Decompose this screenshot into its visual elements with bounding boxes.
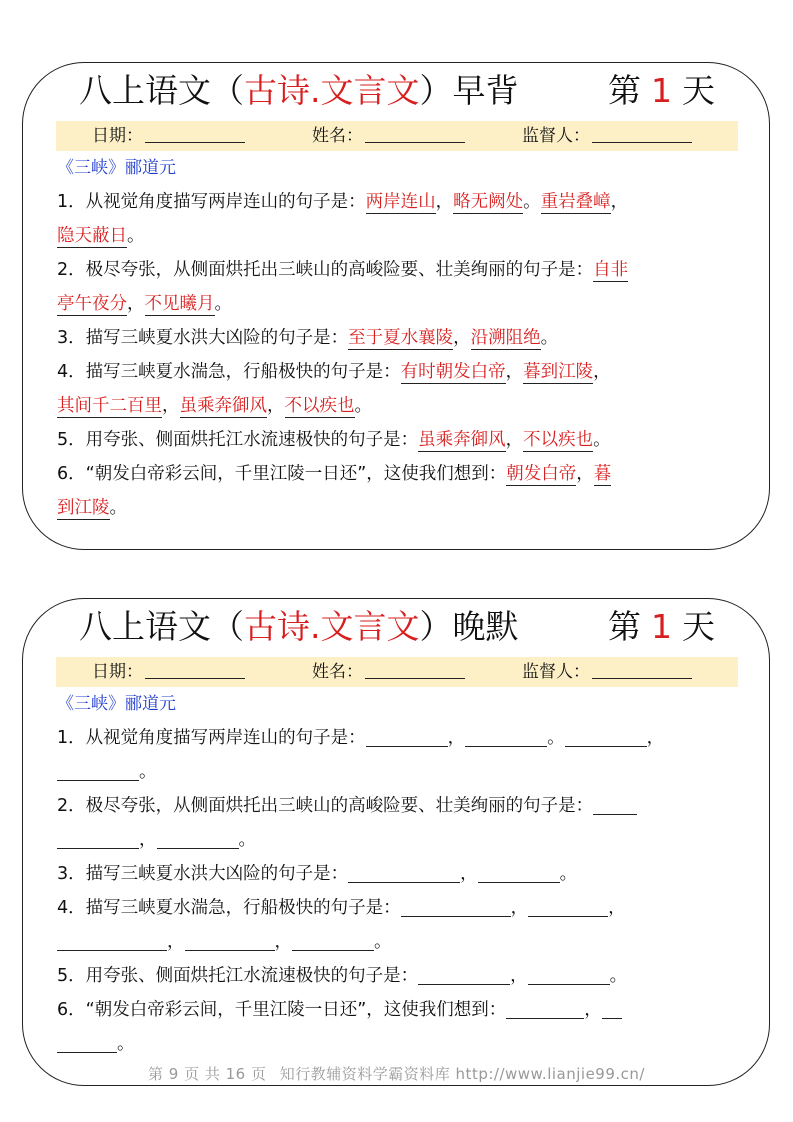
- answer: 有时朝发白帝: [400, 362, 506, 382]
- question-4-cont: [57, 925, 741, 959]
- question-1-cont: [57, 755, 741, 789]
- answer: 两岸连山: [365, 192, 436, 212]
- question-text: 5．用夸张、侧面烘托江水流速极快的句子是：: [57, 430, 419, 450]
- question-1: [57, 721, 741, 755]
- punct: ，: [139, 830, 157, 850]
- date-field[interactable]: [92, 657, 245, 687]
- punct: ，: [510, 966, 528, 986]
- answer-blank[interactable]: [418, 964, 510, 985]
- answer: 其间千二百里: [57, 396, 162, 416]
- punct: ，: [610, 192, 629, 212]
- page-footer: [0, 1063, 793, 1084]
- answer: 不以疾也: [523, 430, 594, 450]
- title-prefix: 八上语文（: [79, 71, 244, 110]
- punct: 。: [214, 294, 232, 314]
- answer-blank[interactable]: [528, 896, 608, 917]
- title-highlight: 古诗.文言文: [244, 71, 420, 110]
- question-2-cont: [57, 823, 741, 857]
- day-prefix: 第: [608, 71, 641, 110]
- question-6: [57, 993, 741, 1027]
- section-title: 《三峡》郦道元: [57, 158, 176, 178]
- question-text: 4．描写三峡夏水湍急，行船极快的句子是：: [57, 362, 401, 382]
- punct: 。: [609, 966, 628, 986]
- morning-recite-card: [22, 62, 770, 550]
- punct: ，: [505, 362, 524, 382]
- question-text: 2．极尽夸张，从侧面烘托出三峡山的高峻险要、壮美绚丽的句子是：: [57, 796, 594, 816]
- supervisor-label: 监督人：: [522, 662, 590, 682]
- day-prefix: 第: [608, 607, 641, 646]
- answer: 自非: [593, 260, 629, 280]
- punct: ，: [505, 430, 524, 450]
- day-number: 1: [651, 71, 672, 110]
- punct: ，: [608, 898, 626, 918]
- answer-blank[interactable]: [185, 930, 275, 951]
- answer: 虽乘奔御风: [179, 396, 267, 416]
- info-bar: [56, 121, 738, 151]
- answer: 重岩叠嶂: [540, 192, 611, 212]
- answer-blank[interactable]: [465, 726, 547, 747]
- punct: 。: [354, 396, 372, 416]
- name-field[interactable]: [312, 657, 465, 687]
- punct: 。: [540, 328, 559, 348]
- answer-blank[interactable]: [478, 862, 560, 883]
- question-text: 3．描写三峡夏水洪大凶险的句子是：: [57, 864, 349, 884]
- answer: 隐天蔽日: [57, 226, 127, 246]
- day-number: 1: [651, 607, 672, 646]
- question-text: 5．用夸张、侧面烘托江水流速极快的句子是：: [57, 966, 419, 986]
- day-suffix: 天: [682, 607, 715, 646]
- punct: ，: [274, 932, 292, 952]
- answer: 不以疾也: [284, 396, 355, 416]
- punct: ，: [460, 864, 478, 884]
- answer-blank[interactable]: [401, 896, 511, 917]
- answer-blank[interactable]: [57, 930, 167, 951]
- punct: 。: [109, 498, 127, 518]
- question-text: 3．描写三峡夏水洪大凶险的句子是：: [57, 328, 349, 348]
- punct: 。: [139, 762, 157, 782]
- question-6-cont: [57, 1027, 741, 1061]
- question-2-cont: [57, 287, 741, 321]
- title-suffix: ）晚默: [419, 607, 519, 646]
- punct: ，: [167, 932, 185, 952]
- punct: 。: [238, 830, 256, 850]
- name-blank[interactable]: [365, 124, 465, 143]
- answer: 不见曦月: [144, 294, 215, 314]
- card-title-main: [79, 63, 519, 119]
- date-label: 日期：: [92, 662, 143, 682]
- question-4-cont: [57, 389, 741, 423]
- question-text: 6．“朝发白帝彩云间，千里江陵一日还”，这使我们想到：: [57, 1000, 507, 1020]
- title-highlight: 古诗.文言文: [244, 607, 420, 646]
- punct: 。: [559, 864, 578, 884]
- question-4: [57, 355, 741, 389]
- answer-blank[interactable]: [157, 828, 239, 849]
- question-text: 2．极尽夸张，从侧面烘托出三峡山的高峻险要、壮美绚丽的句子是：: [57, 260, 594, 280]
- punct: ，: [576, 464, 594, 484]
- answer: 至于夏水襄陵: [348, 328, 454, 348]
- question-2: [57, 253, 741, 287]
- answer: 暮: [593, 464, 612, 484]
- answer-blank[interactable]: [57, 760, 139, 781]
- card-title: [23, 63, 769, 119]
- answer-blank[interactable]: [593, 794, 637, 815]
- answer: 朝发白帝: [506, 464, 577, 484]
- punct: ，: [453, 328, 471, 348]
- date-field[interactable]: [92, 121, 245, 151]
- day-counter: [608, 63, 715, 119]
- title-prefix: 八上语文（: [79, 607, 244, 646]
- question-5: [57, 423, 741, 457]
- punct: 。: [523, 192, 541, 212]
- section-title: 《三峡》郦道元: [57, 694, 176, 714]
- answer-blank[interactable]: [57, 1032, 117, 1053]
- answer: 略无阙处: [453, 192, 524, 212]
- answer-blank[interactable]: [565, 726, 647, 747]
- punct: ，: [127, 294, 145, 314]
- question-1-cont: [57, 219, 741, 253]
- answer-blank[interactable]: [348, 862, 460, 883]
- question-text: 1．从视觉角度描写两岸连山的句子是：: [57, 728, 366, 748]
- name-field[interactable]: [312, 121, 465, 151]
- punct: 。: [593, 430, 611, 450]
- card-title: [23, 599, 769, 655]
- supervisor-blank[interactable]: [592, 124, 692, 143]
- watermark: 知行教辅资料学霸资料库 http://www.lianjie99.cn/: [279, 1065, 645, 1083]
- answer: 虽乘奔御风: [418, 430, 506, 450]
- answer-blank[interactable]: [528, 964, 610, 985]
- supervisor-field[interactable]: [522, 121, 692, 151]
- question-5: [57, 959, 741, 993]
- question-2: [57, 789, 741, 823]
- question-4: [57, 891, 741, 925]
- answer-blank[interactable]: [366, 726, 448, 747]
- name-label: 姓名：: [312, 662, 363, 682]
- punct: ，: [593, 362, 611, 382]
- title-suffix: ）早背: [419, 71, 519, 110]
- name-label: 姓名：: [312, 126, 363, 146]
- page-number: 第 9 页 共 16 页: [148, 1065, 267, 1083]
- answer-blank[interactable]: [506, 998, 584, 1019]
- supervisor-field[interactable]: [522, 657, 692, 687]
- answer-blank[interactable]: [57, 828, 139, 849]
- question-3: [57, 857, 741, 891]
- answer: 到江陵: [57, 498, 110, 518]
- question-text: 1．从视觉角度描写两岸连山的句子是：: [57, 192, 366, 212]
- punct: ，: [584, 1000, 602, 1020]
- punct: ，: [447, 728, 466, 748]
- punct: 。: [547, 728, 565, 748]
- punct: ，: [267, 396, 285, 416]
- question-6-cont: [57, 491, 741, 525]
- punct: 。: [374, 932, 392, 952]
- punct: ，: [435, 192, 454, 212]
- name-blank[interactable]: [365, 660, 465, 679]
- day-suffix: 天: [682, 71, 715, 110]
- question-1: [57, 185, 741, 219]
- punct: ，: [510, 898, 529, 918]
- supervisor-blank[interactable]: [592, 660, 692, 679]
- card-title-main: [79, 599, 519, 655]
- question-text: 6．“朝发白帝彩云间，千里江陵一日还”，这使我们想到：: [57, 464, 507, 484]
- evening-dictation-card: [22, 598, 770, 1086]
- answer: 沿溯阻绝: [470, 328, 541, 348]
- answer: 暮到江陵: [523, 362, 594, 382]
- info-bar: [56, 657, 738, 687]
- date-blank[interactable]: [145, 660, 245, 679]
- supervisor-label: 监督人：: [522, 126, 590, 146]
- answer: 亭午夜分: [57, 294, 127, 314]
- punct: ，: [646, 728, 665, 748]
- date-blank[interactable]: [145, 124, 245, 143]
- question-3: [57, 321, 741, 355]
- answer-blank[interactable]: [292, 930, 374, 951]
- day-counter: [608, 599, 715, 655]
- punct: 。: [117, 1034, 135, 1054]
- question-text: 4．描写三峡夏水湍急，行船极快的句子是：: [57, 898, 401, 918]
- punct: ，: [162, 396, 180, 416]
- punct: 。: [127, 226, 145, 246]
- answer-blank[interactable]: [602, 998, 622, 1019]
- question-6: [57, 457, 741, 491]
- date-label: 日期：: [92, 126, 143, 146]
